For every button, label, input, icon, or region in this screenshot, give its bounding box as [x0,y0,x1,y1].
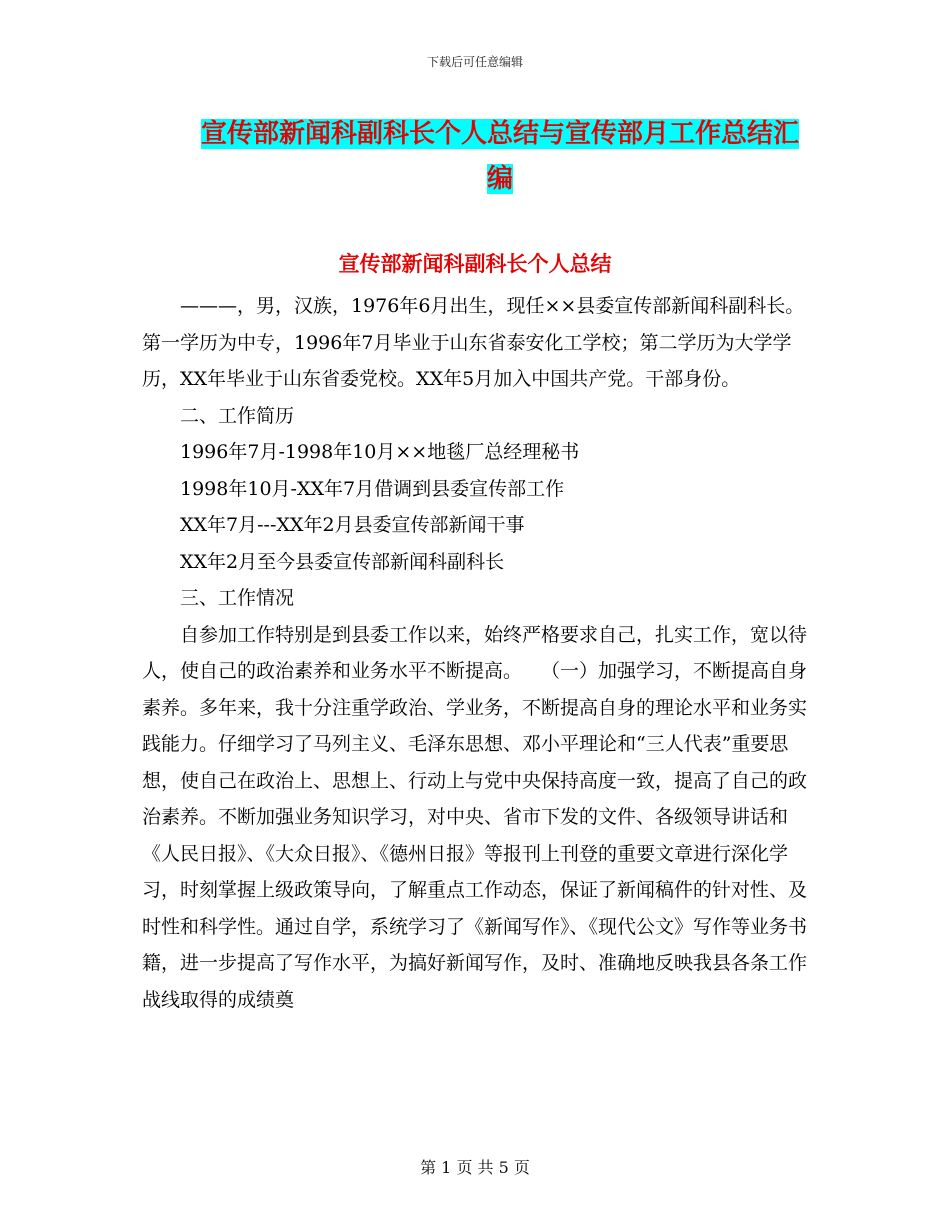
main-title-text: 宣传部新闻科副科长个人总结与宣传部月工作总结汇编 [200,119,799,194]
paragraph-work-details: 自参加工作特别是到县委工作以来，始终严格要求自己，扎实工作，宽以待人，使自己的政治素养和业务水平不断提高。 （一）加强学习，不断提高自身素养。多年来，我十分注重学政治、学业务，不断提高自身的理论水平和业务实践能力。仔细学习了马列主义、毛泽东思想、邓小平理论和“三人代表”重要思想，使自己在政治上、思想上、行动上与党中央保持高度一致，提高了自己的政治素养。不断加强业务知识学习，对中央、省市下发的文件、各级领导讲话和《人民日报》、《大众日报》、《德州日报》等报刊上刊登的重要文章进行深化学习，时刻掌握上级政策导向，了解重点工作动态，保证了新闻稿件的针对性、及时性和科学性。通过自学，系统学习了《新闻写作》、《现代公文》写作等业务书籍，进一步提高了写作水平，为搞好新闻写作，及时、准确地反映我县各条工作战线取得的成绩奠 [142,623,808,1011]
main-title [195,112,805,202]
paragraph-resume-3: XX年7月---XX年2月县委宣传部新闻干事 [180,514,525,536]
paragraph-resume-4: XX年2月至今县委宣传部新闻科副科长 [180,550,505,573]
page-number: 第 1 页 共 5 页 [420,1158,530,1177]
header-note: 下载后可任意编辑 [426,55,523,69]
section-title: 宣传部新闻科副科长个人总结 [338,252,612,276]
paragraph-profile: ———，男，汉族，1976年6月出生，现任××县委宣传部新闻科副科长。第一学历为中专，1996年7月毕业于山东省泰安化工学校；第二学历为大学学历，XX年毕业于山东省委党校。XX年5月加入中国共产党。干部身份。 [142,295,805,390]
paragraph-resume-1: 1996年7月-1998年10月××地毯厂总经理秘书 [180,441,580,463]
paragraph-resume-2: 1998年10月-XX年7月借调到县委宣传部工作 [180,477,565,500]
document-body [142,288,812,1018]
paragraph-resume-heading: 二、工作简历 [180,404,295,427]
paragraph-work-heading: 三、工作情况 [180,587,295,609]
